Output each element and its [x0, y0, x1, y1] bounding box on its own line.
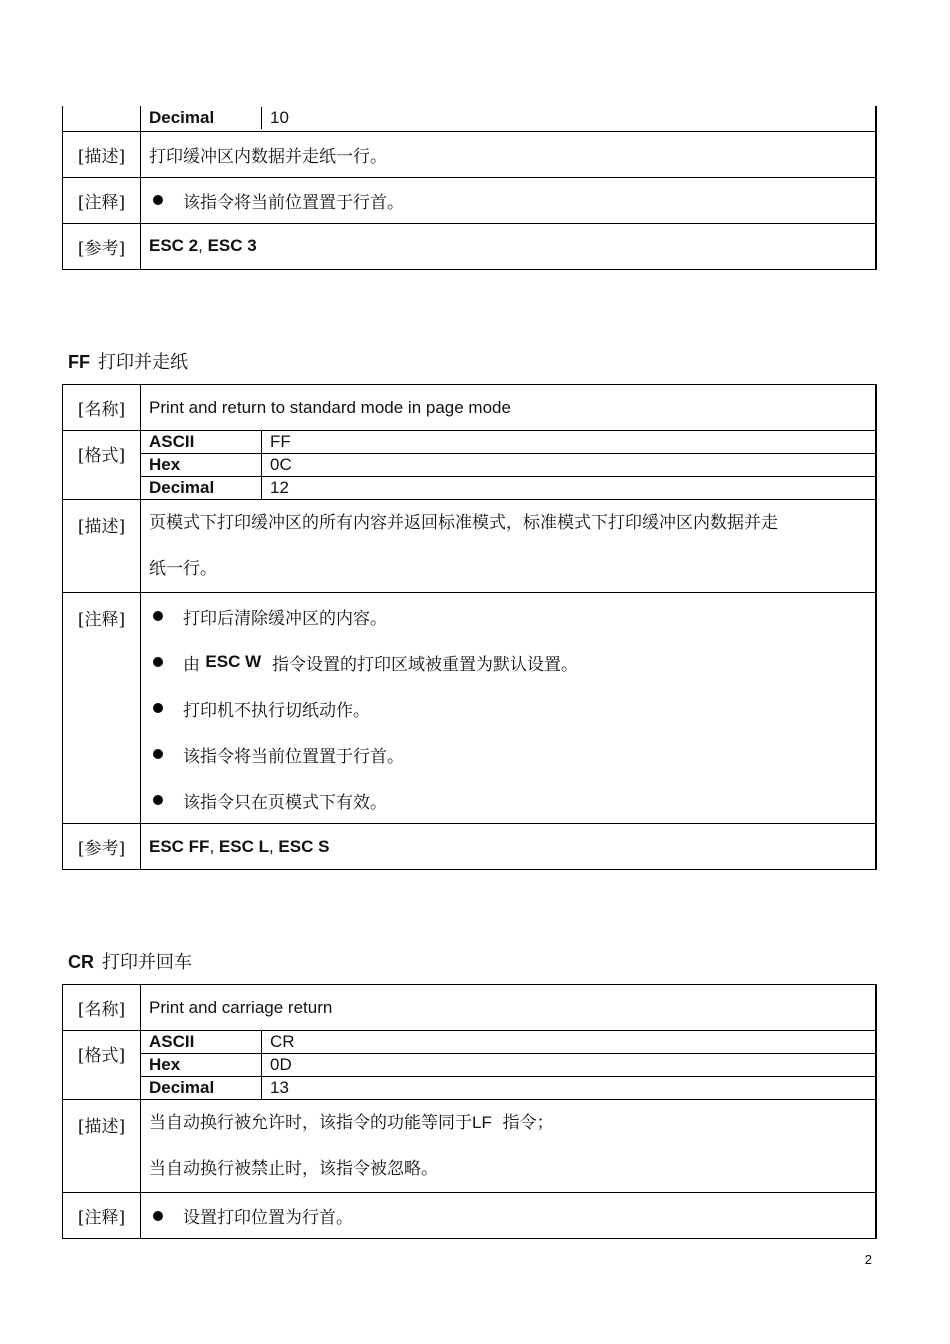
note-item: 打印后清除缓冲区的内容。 [149, 593, 867, 639]
desc-text: 页模式下打印缓冲区的所有内容并返回标准模式，标准模式下打印缓冲区内数据并走 纸一行。 [141, 500, 877, 593]
ref-text: ESC 2, ESC 3 [141, 223, 877, 269]
ref-label: [参考] [63, 223, 141, 269]
lf-table-continued [62, 106, 877, 270]
bullet-icon [153, 749, 163, 759]
note-label: [注释] [63, 177, 141, 223]
note-item: 该指令只在页模式下有效。 [149, 777, 867, 823]
name-label: [名称] [63, 385, 141, 431]
bullet-icon [153, 195, 163, 205]
note-item: 该指令将当前位置置于行首。 [149, 178, 867, 222]
ff-heading: FF 打印并走纸 [68, 352, 188, 373]
format-value: 10 [270, 108, 289, 128]
bullet-icon [153, 795, 163, 805]
desc-label: [描述] [63, 500, 141, 593]
format-label: [格式] [63, 1031, 141, 1100]
format-label-cell [63, 106, 141, 131]
desc-label: [描述] [63, 131, 141, 177]
bullet-icon [153, 1211, 163, 1221]
format-row: ASCII CR [141, 1031, 875, 1054]
desc-text: 打印缓冲区内数据并走纸一行。 [141, 131, 877, 177]
desc-label: [描述] [63, 1100, 141, 1193]
name-text: Print and return to standard mode in page mode [141, 385, 877, 431]
cr-table [62, 984, 877, 1239]
format-row: ASCII FF [141, 431, 875, 454]
bullet-icon [153, 657, 163, 667]
bullet-icon [153, 703, 163, 713]
bullet-icon [153, 611, 163, 621]
format-key: Decimal [141, 107, 262, 129]
name-text: Print and carriage return [141, 985, 877, 1031]
note-item: 该指令将当前位置置于行首。 [149, 731, 867, 777]
ref-text: ESC FF, ESC L, ESC S [141, 824, 877, 870]
cr-heading: CR 打印并回车 [68, 952, 192, 973]
note-label: [注释] [63, 1193, 141, 1239]
format-row: Decimal 13 [141, 1077, 875, 1100]
note-item: 由 ESC W 指令设置的打印区域被重置为默认设置。 [149, 639, 867, 685]
format-row: Decimal 12 [141, 477, 875, 500]
note-label: [注释] [63, 593, 141, 824]
format-row: Hex 0D [141, 1054, 875, 1077]
note-item: 打印机不执行切纸动作。 [149, 685, 867, 731]
ff-table [62, 384, 877, 870]
note-item: 设置打印位置为行首。 [149, 1194, 867, 1238]
name-label: [名称] [63, 985, 141, 1031]
format-label: [格式] [63, 431, 141, 500]
ref-label: [参考] [63, 824, 141, 870]
page-number: 2 [864, 1252, 872, 1267]
format-row: Hex 0C [141, 454, 875, 477]
desc-text: 当自动换行被允许时，该指令的功能等同于LF 指令； 当自动换行被禁止时，该指令被忽略。 [141, 1100, 877, 1193]
note-list [141, 593, 877, 824]
